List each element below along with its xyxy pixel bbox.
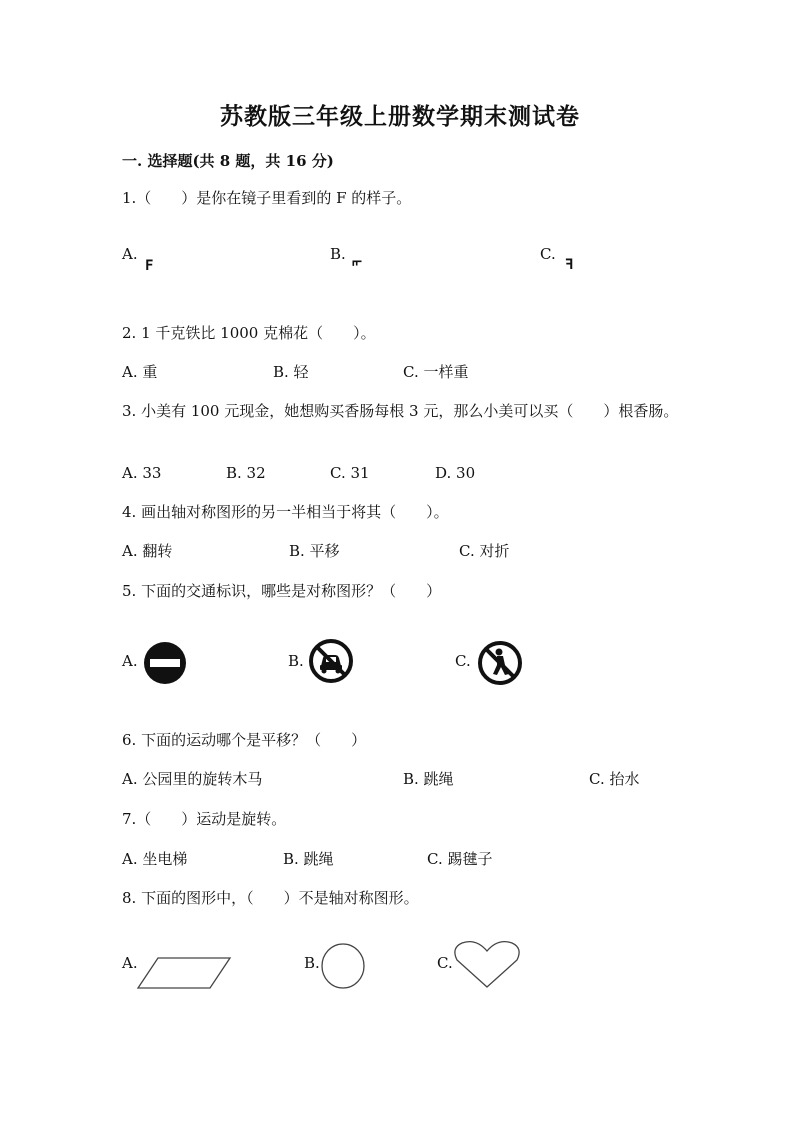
mirror-f-figure-b: F <box>350 259 365 267</box>
question-7: 7.（ ）运动是旋转。 <box>122 810 287 828</box>
option-5a[interactable]: A. <box>122 652 138 670</box>
option-3d[interactable]: D. 30 <box>435 464 476 482</box>
option-2c[interactable]: C. 一样重 <box>403 363 469 381</box>
option-8a[interactable]: A. <box>122 954 138 972</box>
option-6c[interactable]: C. 抬水 <box>589 770 640 788</box>
option-5b[interactable]: B. <box>288 652 304 670</box>
section-heading: 一. 选择题(共 8 题，共 16 分) <box>122 152 334 170</box>
option-4b[interactable]: B. 平移 <box>289 542 340 560</box>
option-1a[interactable]: A. <box>122 245 138 263</box>
question-6: 6. 下面的运动哪个是平移？（ ） <box>122 731 367 749</box>
circle-icon <box>320 942 366 990</box>
option-6b[interactable]: B. 跳绳 <box>403 770 454 788</box>
option-1c[interactable]: C. <box>540 245 556 263</box>
question-2: 2. 1 千克铁比 1000 克棉花（ ）。 <box>122 324 376 342</box>
option-3b[interactable]: B. 32 <box>226 464 266 482</box>
option-8c[interactable]: C. <box>437 954 453 972</box>
option-1b[interactable]: B. <box>330 245 346 263</box>
no-pedestrian-sign-icon <box>477 640 523 686</box>
option-7b[interactable]: B. 跳绳 <box>283 850 334 868</box>
question-8: 8. 下面的图形中，（ ）不是轴对称图形。 <box>122 889 419 907</box>
option-3a[interactable]: A. 33 <box>122 464 162 482</box>
option-4a[interactable]: A. 翻转 <box>122 542 173 560</box>
no-motor-vehicle-sign-icon <box>308 638 354 684</box>
option-7a[interactable]: A. 坐电梯 <box>122 850 188 868</box>
question-1: 1.（ ）是你在镜子里看到的 F 的样子。 <box>122 189 412 207</box>
mirror-f-figure-a: F <box>145 258 154 274</box>
option-4c[interactable]: C. 对折 <box>459 542 510 560</box>
option-2b[interactable]: B. 轻 <box>273 363 309 381</box>
question-3: 3. 小美有 100 元现金，她想购买香肠每根 3 元，那么小美可以买（ ）根香肠。 <box>122 402 679 420</box>
option-8b[interactable]: B. <box>304 954 320 972</box>
heart-icon <box>452 940 522 990</box>
no-entry-sign-icon <box>142 640 188 686</box>
page-title: 苏教版三年级上册数学期末测试卷 <box>220 103 580 130</box>
parallelogram-icon <box>136 955 232 991</box>
question-5: 5. 下面的交通标识，哪些是对称图形？（ ） <box>122 582 442 600</box>
option-2a[interactable]: A. 重 <box>122 363 158 381</box>
option-5c[interactable]: C. <box>455 652 471 670</box>
mirror-f-figure-c: F <box>565 257 574 273</box>
option-3c[interactable]: C. 31 <box>330 464 370 482</box>
option-7c[interactable]: C. 踢毽子 <box>427 850 493 868</box>
option-6a[interactable]: A. 公园里的旋转木马 <box>122 770 263 788</box>
question-4: 4. 画出轴对称图形的另一半相当于将其（ ）。 <box>122 503 449 521</box>
